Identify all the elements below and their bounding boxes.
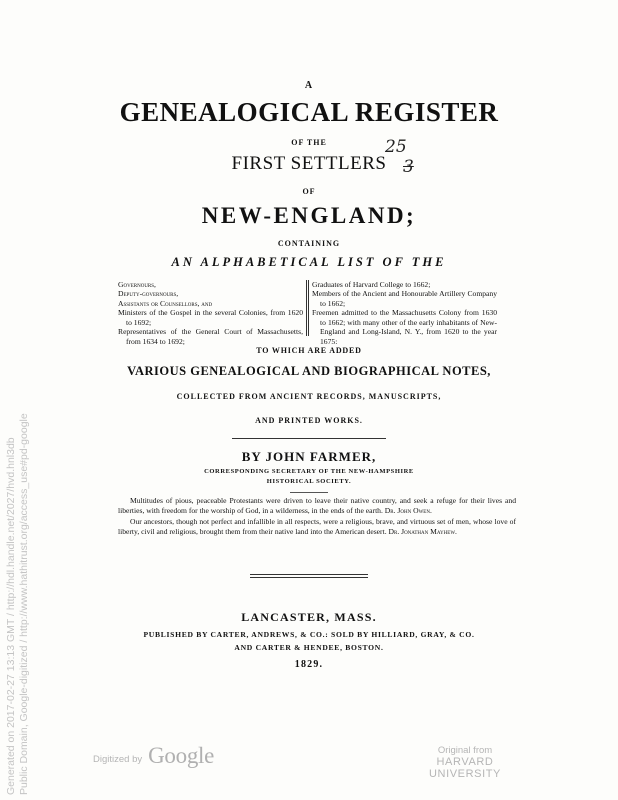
double-rule xyxy=(250,574,368,575)
watermark-line: Public Domain, Google-digitized / http://www.hathitrust.org/access_use#pd-google xyxy=(18,413,30,795)
digitized-by-google xyxy=(93,743,214,769)
hathitrust-watermark xyxy=(5,355,31,795)
list-item: Ministers of the Gospel in the several Colonies, from 1620 to 1692; xyxy=(118,308,303,327)
first-settlers-title: FIRST SETTLERS xyxy=(231,153,387,174)
contents-left-column xyxy=(118,280,303,346)
of-label: OF xyxy=(302,187,316,196)
handwritten-shelf-mark: 3 xyxy=(403,157,414,177)
alphabetical-list-heading: AN ALPHABETICAL LIST OF THE xyxy=(171,255,447,269)
column-divider xyxy=(308,280,310,336)
list-item: Members of the Ancient and Honourable Artillery Company to 1662; xyxy=(312,289,497,308)
divider-rule xyxy=(232,438,386,439)
main-title: GENEALOGICAL REGISTER xyxy=(119,97,499,127)
list-item: Governours, xyxy=(118,280,156,289)
epigraph-text: Our ancestors, though not perfect and infallible in all respects, were a religious, brave, and virtuous set of men, whose love of liberty, civil and religious, brought them from their native land into the American desert. xyxy=(118,517,516,537)
contents-right-column xyxy=(312,280,497,346)
publisher-line: PUBLISHED BY CARTER, ANDREWS, & CO.: SOLD BY HILLIARD, GRAY, & CO. xyxy=(143,630,475,639)
publisher-line: AND CARTER & HENDEE, BOSTON. xyxy=(234,643,384,652)
epigraph-author: Dr. John Owen. xyxy=(384,505,432,515)
author-title: HISTORICAL SOCIETY. xyxy=(266,478,352,485)
divider-rule xyxy=(290,492,328,493)
contents-list xyxy=(118,280,515,346)
article-a: A xyxy=(304,80,314,91)
author-title: CORRESPONDING SECRETARY OF THE NEW-HAMPSHIRE xyxy=(204,468,414,475)
collected-line: COLLECTED FROM ANCIENT RECORDS, MANUSCRIPTS, xyxy=(176,392,442,401)
list-item: Freemen admitted to the Massachusetts Colony from 1630 to 1662; with many other of the early inhabitants of New-England and Long-Island, N. Y., from 1620 to the year 1675: xyxy=(312,308,497,346)
epigraphs xyxy=(118,496,516,539)
to-which-added: TO WHICH ARE ADDED xyxy=(256,346,362,355)
epigraph-author: Dr. Jonathan Mayhew. xyxy=(388,527,457,537)
original-from xyxy=(405,745,525,780)
list-item: Assistants or Counsellors, and xyxy=(118,298,213,308)
double-rule xyxy=(250,577,368,578)
list-item: Deputy-governours, xyxy=(118,289,179,299)
handwritten-shelf-mark: 25 xyxy=(385,137,407,157)
of-the-label: OF THE xyxy=(291,138,327,147)
publication-year: 1829. xyxy=(294,659,324,670)
epigraph-text: Multitudes of pious, peaceable Protestants were driven to leave their native country, and seek a refuge for their lives and liberties, with freedom for the worship of God, in a wilderness, in the ends of the earth. xyxy=(118,496,516,515)
publication-place: LANCASTER, MASS. xyxy=(241,610,377,624)
epigraph xyxy=(118,496,516,515)
institution-name: HARVARD UNIVERSITY xyxy=(428,756,501,780)
watermark-line: Generated on 2017-02-27 13:13 GMT / http://hdl.handle.net/2027/hvd.hnl3db xyxy=(5,437,17,795)
notes-heading: VARIOUS GENEALOGICAL AND BIOGRAPHICAL NOTES, xyxy=(127,364,491,378)
printed-works-line: AND PRINTED WORKS. xyxy=(255,416,363,425)
epigraph xyxy=(118,517,516,536)
author-name: BY JOHN FARMER, xyxy=(241,449,377,464)
google-logo: Google xyxy=(148,743,215,768)
list-item: Graduates of Harvard College to 1662; xyxy=(312,280,431,289)
digitized-by-label: Digitized by xyxy=(93,754,143,765)
original-from-label: Original from xyxy=(437,745,493,756)
new-england-title: NEW-ENGLAND; xyxy=(201,203,417,228)
containing-label: CONTAINING xyxy=(277,239,341,248)
list-item: Representatives of the General Court of Massachusetts, from 1634 to 1692; xyxy=(118,327,303,346)
